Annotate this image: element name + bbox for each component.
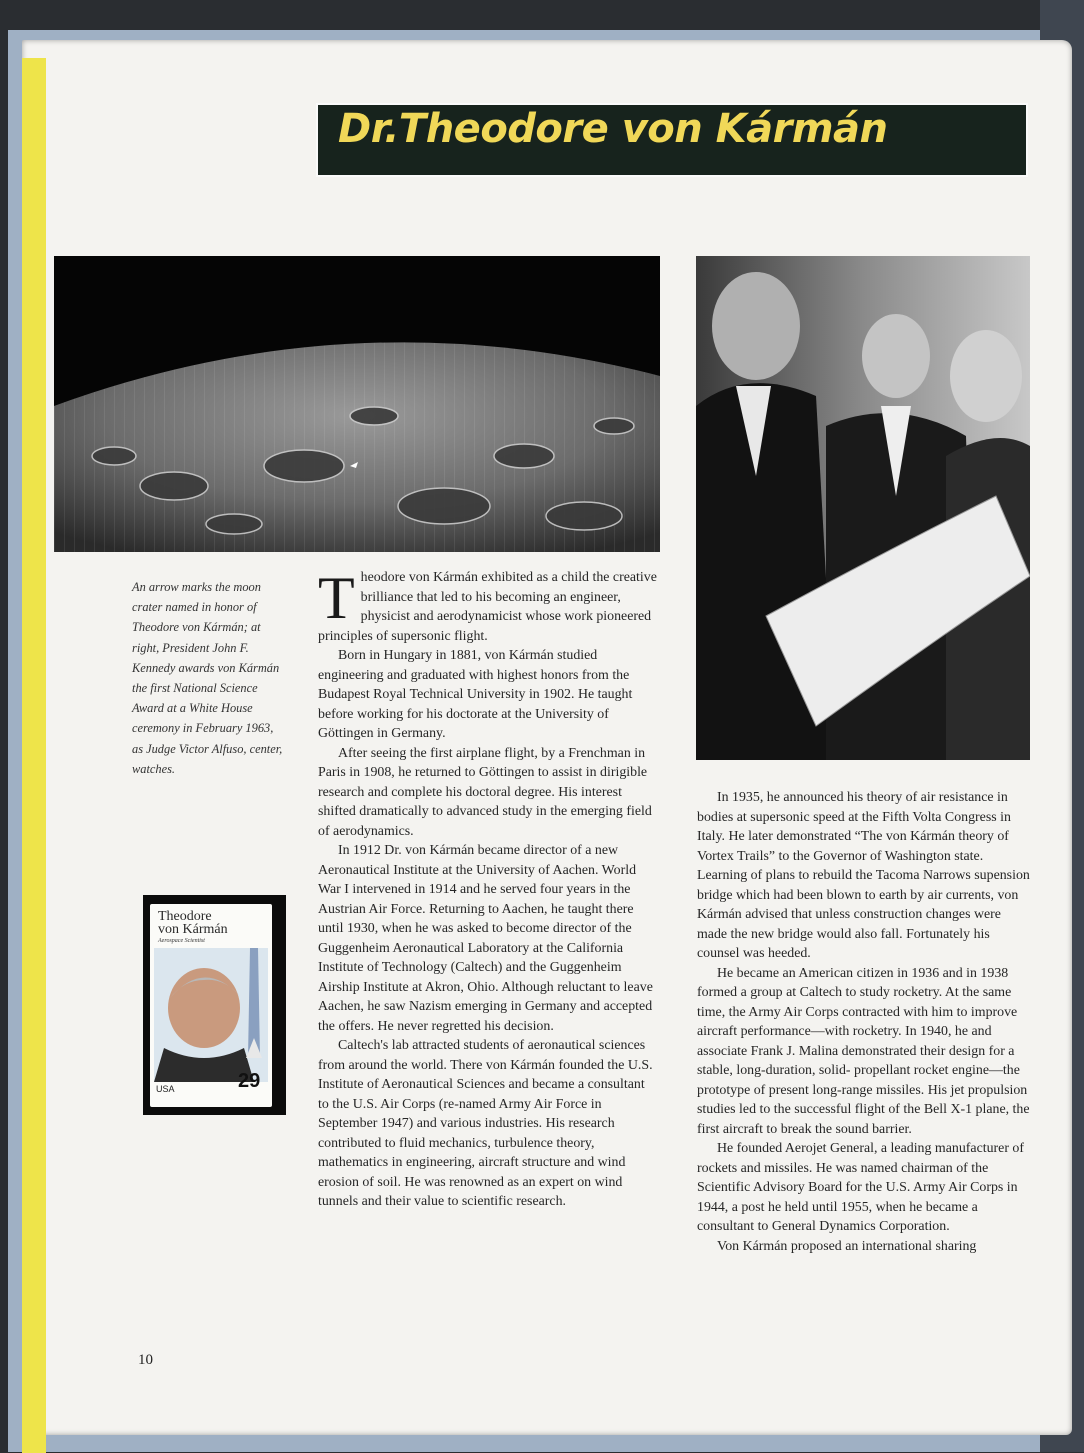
paragraph: Von Kármán proposed an international sharing [717, 1238, 977, 1254]
article-column-2 [697, 788, 1033, 1256]
kennedy-award-photo [696, 256, 1030, 760]
stamp-country: USA [156, 1084, 175, 1094]
stamp-name-line2: von Kármán [158, 922, 228, 937]
paragraph: In 1912 Dr. von Kármán became director of a new Aeronautical Institute at the University of Aachen. World War I intervened in 1914 and he served four years in the Austrian Air Force. Returning to Aachen, he taught there until 1930, when he was asked to become director of the Guggenheim Aeronautical Laboratory at the California Institute of Technology (Caltech) and the Guggenheim Airship Institute at Akron, Ohio. Although reluctant to leave Aachen, he saw Nazism emerging in Germany and accepted the offers. He never regretted his decision. [318, 843, 653, 1034]
paragraph: After seeing the first airplane flight, by a Frenchman in Paris in 1908, he returned to Göttingen to assist in dirigible research and complete his doctoral degree. His interest shifted dramatically to advanced study in the emerging field of aerodynamics. [318, 745, 652, 839]
stamp-name-line1: Theodore [158, 909, 212, 924]
moon-crater-photo [54, 256, 660, 552]
paragraph: He founded Aerojet General, a leading manufacturer of rockets and missiles. He was named chairman of the Scientific Advisory Board for the U.S. Army Air Corps in 1944, a post he held until 1955, when he became a consultant to General Dynamics Corporation. [697, 1141, 1024, 1234]
award-ceremony-image [696, 256, 1030, 760]
stamp-subtitle: Aerospace Scientist [158, 938, 205, 944]
paragraph: Caltech's lab attracted students of aeronautical sciences from around the world. There von Kármán founded the U.S. Institute of Aeronautical Sciences and became a consultant to the U.S. Air Corps (re-named Army Air Force in September 1947) and various industries. His research contributed to fluid mechanics, turbulence theory, mathematics in engineering, aircraft structure and wind erosion of soil. He was renowned as an expert on wind tunnels and their value to scientific research. [318, 1038, 653, 1209]
postage-stamp [150, 904, 272, 1107]
stamp-denomination: 29 [238, 1070, 261, 1092]
page-title: Dr.Theodore von Kármán [338, 106, 888, 152]
moon-surface-image [54, 256, 660, 552]
article-column-1 [318, 565, 658, 1212]
paragraph: Theodore von Kármán exhibited as a child the creative brilliance that led to his becoming an engineer, physicist and aerodynamicist whose work pioneered principles of supersonic flight. [318, 565, 657, 644]
paragraph: In 1935, he announced his theory of air resistance in bodies at supersonic speed at the Fifth Volta Congress in Italy. He later demonstrated “The von Kármán theory of Vortex Trails” to the Governor of Washington state. Learning of plans to rebuild the Tacoma Narrows supension bridge which had been blown to earth by air currents, von Kármán advised that unless construction changes were made the new bridge would also fall. Fortunately his counsel was heeded. [697, 790, 1030, 961]
photo-caption: An arrow marks the moon crater named in honor of Theodore von Kármán; at right, President John F. Kennedy awards von Kármán the first National Science Award at a White House ceremony in February 1963, as Judge Victor Alfuso, center, watches. [132, 580, 283, 776]
page-number: 10 [138, 1352, 153, 1368]
drop-cap: T [318, 565, 355, 631]
paragraph: He became an American citizen in 1936 and in 1938 formed a group at Caltech to study rocketry. At the same time, the Army Air Corps contracted with him to improve aircraft performance—with rocketry. In 1940, he and associate Frank J. Malina demonstrated their design for a stable, long-duration, solid- propellant rocket engine—the prototype of present long-range missiles. His jet propulsion studies led to the successful flight of the Bell X-1 plane, the first aircraft to break the sound barrier. [697, 965, 1030, 1137]
stamp-portrait [154, 948, 268, 1082]
yellow-edge-strip [22, 58, 46, 1453]
paragraph: Born in Hungary in 1881, von Kármán studied engineering and graduated with highest honors from the Budapest Royal Technical University in 1902. He taught before working for his doctorate at the University of Göttingen in Germany. [318, 648, 633, 741]
